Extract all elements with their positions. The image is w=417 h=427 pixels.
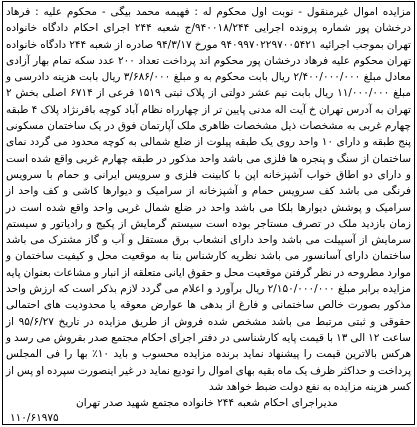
notice-body-text: مزایده اموال غیرمنقول - نوبت اول محکوم له : فهیمه محمد بیگی - محکوم علیه : فرهاد درخشان پور شماره پرونده اجرایی ۹۴۰۰۱۸/۲۴۴/ج شعبه ۲۴۴ اجرای احکام دادگاه خانواده تهران بموجب اجرائیه ۹۴۰۹۹۷۰۲۲۹۷۰۰۵۴۲۱ مورخ ۹۴/۳/۱۷ صادره از شعبه ۲۴۴ دادگاه خانواده تهران محکوم علیه فرهاد درخشان پور محکوم اند پرداخت تعداد ۲۰۰ عدد سکه تمام بهار آزادی معادل مبلغ ۲/۴۰۰/۰۰۰/۰۰۰ ریال بابت محکوم به و مبلغ ۳/۶۸۶/۰۰۰ ریال بابت هزینه دادرسی و مبلغ ۱۱/۰۰۰/۰۰۰ ریال بابت نیم عشر دولتی از پلاک ثبتی ۱۵۱۹ فرعی از ۶۷۱۴ اصلی بخش ۲ تهران به آدرس تهران خ آیت اله مدنی پایین تر از چهارراه نظام آباد کوچه باقرنژاد پلاک ۴ طبقه چهارم غربی به مشخصات ذیل مشخصات ظاهری ملک آپارتمان فوق در یک ساختمان مسکونی پنج طبقه و دارای ۱۰ واحد روی یک طبقه پیلوت از ضلع شمالی به کوچه محدود می گردد نمای ساختمان از سنگ و پنجره ها فلزی می باشد واحد مذکور در طبقه چهارم غربی واقع شده است و دارای دو اطاق خواب آشپزخانه اپن با کابینت فلزی و سرویس ایرانی و حمام با سرویس فرنگی می باشد کف سرویس حمام و آشپزخانه از سرامیک و دیوارها کاشی و کف واحد از سرامیک و پوشش دیوارها بلکا می باشد واحد در ضلع شمال غربی واحد واقع شده است در زمان بازدید ملک در تصرف مستاجر بوده است سیستم گرمایش از پکیج و رادیاتور و سیستم سرمایش از آسپیلت می باشد واحد دارای انشعاب برق مستقل و آب و گاز مشترک می باشد ساختمان دارای آسانسور می باشد نظریه کارشناس بنا به موقعیت محل و کیفیت ساختمان و موارد مطروحه در نظر گرفتن موقعیت محل و حقوق ایانی متعلقه از انبار و مشاعات بعنوان پایه مزایده برابر مبلغ ۲/۱۵۰/۰۰۰/۰۰۰ ریال برآورد و اعلام می گردد لازم بذکر است که ارزش واحد مذکور بصورت خالص ساختمانی و فارغ از بدهی ها عوارض معوقه یا محدودیت های احتمالی حقوقی و ثبتی مرتبط می باشد مشخص شده فروش از طریق مزایده در تاریخ ۹۵/۶/۲۷ از ساعت ۱۲ الی ۱۳ با قیمت پایه کارشناسی در دفتر اجرای احکام مجتمع صدر بفروش می رسد و هرکس بالاترین قیمت را پیشنهاد نماید برنده مزایده محسوب و باید ۱۰٪ بها را فی المجلس پرداخت و حداکثر ظرف یک ماه بقیه بهای اموال را تودیع نماید در غیر اینصورت سپرده او پس از کسر هزینه مزایده به نفع دولت ضبط خواهد شد xyxy=(6,6,412,393)
reference-number: ۱۱۰/۶۱۹۷۵ xyxy=(10,412,59,425)
office-signature: مدیراجرای احکام شعبه ۲۴۴ خانواده مجتمع شهید صدر تهران xyxy=(76,397,338,410)
notice-box xyxy=(2,1,415,425)
